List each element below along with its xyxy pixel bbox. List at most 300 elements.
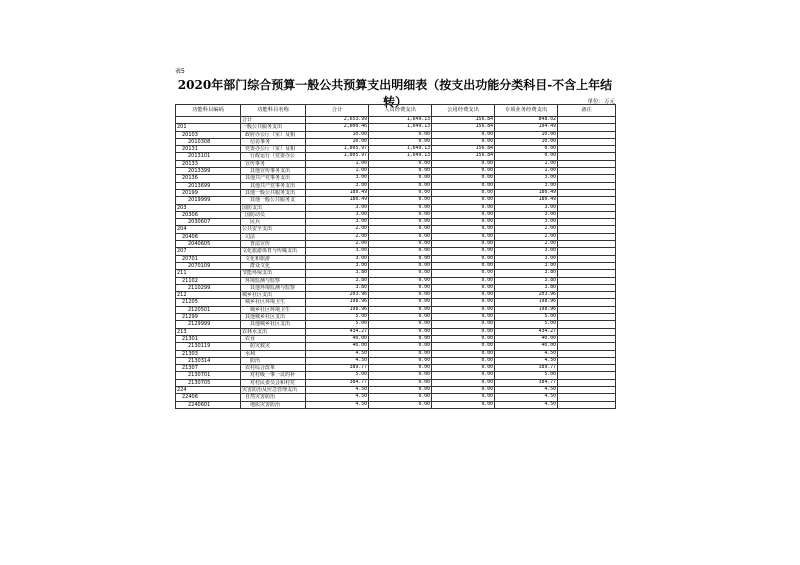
cell-code: 204	[176, 226, 241, 233]
cell-note	[558, 386, 616, 393]
cell-total: 1.00	[306, 168, 369, 175]
cell-note	[558, 153, 616, 160]
cell-note	[558, 277, 616, 284]
cell-total: 1.00	[306, 160, 369, 167]
cell-note	[558, 255, 616, 262]
cell-total: 2.00	[306, 226, 369, 233]
cell-code: 212	[176, 292, 241, 299]
cell-name: 普法宣传	[241, 241, 306, 248]
cell-note	[558, 117, 616, 124]
cell-code: 20701	[176, 255, 241, 262]
cell-name: 合计	[241, 117, 306, 124]
cell-code: 20131	[176, 146, 241, 153]
cell-code: 2013101	[176, 153, 241, 160]
cell-personnel: 0.00	[369, 350, 432, 357]
table-row	[176, 153, 616, 160]
table-row	[176, 197, 616, 204]
cell-personnel: 0.00	[369, 270, 432, 277]
column-header-special: 专项业务经费支出	[495, 105, 558, 117]
cell-personnel: 0.00	[369, 248, 432, 255]
cell-personnel: 0.00	[369, 226, 432, 233]
cell-note	[558, 262, 616, 269]
cell-name: 信访事务	[241, 138, 306, 145]
cell-note	[558, 270, 616, 277]
cell-special: 3.00	[495, 262, 558, 269]
cell-special: 2.00	[495, 241, 558, 248]
table-row	[176, 204, 616, 211]
cell-note	[558, 350, 616, 357]
cell-special: 384.77	[495, 379, 558, 386]
cell-special: 40.00	[495, 335, 558, 342]
table-row	[176, 219, 616, 226]
cell-name: 对村民委员会和村党	[241, 379, 306, 386]
cell-total: 40.00	[306, 335, 369, 342]
cell-note	[558, 175, 616, 182]
table-row	[176, 350, 616, 357]
cell-special: 194.49	[495, 124, 558, 131]
cell-note	[558, 197, 616, 204]
cell-public: 0.00	[432, 350, 495, 357]
cell-special: 3.00	[495, 255, 558, 262]
table-row	[176, 306, 616, 313]
cell-total: 384.77	[306, 379, 369, 386]
cell-public: 0.00	[432, 255, 495, 262]
cell-total: 5.00	[306, 321, 369, 328]
cell-total: 389.77	[306, 365, 369, 372]
cell-special: 3.80	[495, 284, 558, 291]
cell-public: 0.00	[432, 219, 495, 226]
cell-special: 3.00	[495, 219, 558, 226]
cell-note	[558, 365, 616, 372]
cell-public: 0.00	[432, 292, 495, 299]
cell-code: 2019999	[176, 197, 241, 204]
cell-total: 1,805.97	[306, 153, 369, 160]
cell-special: 203.96	[495, 292, 558, 299]
cell-personnel: 0.00	[369, 401, 432, 408]
cell-personnel: 0.00	[369, 292, 432, 299]
cell-name: 对村级一事一议的补	[241, 372, 306, 379]
table-row	[176, 146, 616, 153]
table-row	[176, 160, 616, 167]
cell-name: 水利	[241, 350, 306, 357]
column-header-public: 公用经费支出	[432, 105, 495, 117]
cell-total: 1,805.97	[306, 146, 369, 153]
cell-code: 21205	[176, 299, 241, 306]
cell-public: 0.00	[432, 372, 495, 379]
table-row	[176, 314, 616, 321]
cell-special: 1.00	[495, 168, 558, 175]
table-row	[176, 248, 616, 255]
cell-total: 4.50	[306, 394, 369, 401]
cell-personnel: 1,649.13	[369, 117, 432, 124]
cell-total: 3.00	[306, 175, 369, 182]
cell-personnel: 0.00	[369, 284, 432, 291]
cell-personnel: 0.00	[369, 197, 432, 204]
cell-name: 农村综合改革	[241, 365, 306, 372]
cell-name: 公共安全支出	[241, 226, 306, 233]
cell-personnel: 0.00	[369, 189, 432, 196]
cell-total: 203.96	[306, 292, 369, 299]
cell-total: 198.96	[306, 299, 369, 306]
cell-total: 3.80	[306, 277, 369, 284]
cell-name: 党委办公厅（室）及相	[241, 146, 306, 153]
cell-personnel: 0.00	[369, 262, 432, 269]
cell-name: 灾害防治及应急管理支出	[241, 386, 306, 393]
cell-public: 0.00	[432, 233, 495, 240]
table-row	[176, 386, 616, 393]
cell-name: 节能环保支出	[241, 270, 306, 277]
table-row	[176, 233, 616, 240]
cell-total: 4.50	[306, 386, 369, 393]
cell-code: 21303	[176, 350, 241, 357]
cell-total: 180.49	[306, 189, 369, 196]
table-row	[176, 299, 616, 306]
cell-public: 0.00	[432, 197, 495, 204]
cell-note	[558, 233, 616, 240]
cell-personnel: 0.00	[369, 386, 432, 393]
table-row	[176, 401, 616, 408]
cell-public: 0.00	[432, 204, 495, 211]
table-row	[176, 138, 616, 145]
table-row	[176, 379, 616, 386]
cell-personnel: 1,649.13	[369, 146, 432, 153]
cell-code: 211	[176, 270, 241, 277]
cell-code: 2129999	[176, 321, 241, 328]
column-header-code: 功能科目编码	[176, 105, 241, 117]
cell-total: 3.00	[306, 204, 369, 211]
cell-name: 国防动员	[241, 211, 306, 218]
cell-public: 156.84	[432, 124, 495, 131]
cell-personnel: 0.00	[369, 372, 432, 379]
table-row	[176, 262, 616, 269]
cell-note	[558, 160, 616, 167]
cell-code: 20136	[176, 175, 241, 182]
cell-special: 5.00	[495, 372, 558, 379]
table-row	[176, 357, 616, 364]
cell-special: 2.00	[495, 233, 558, 240]
cell-name: 其他一般公共服务支出	[241, 189, 306, 196]
cell-special: 434.27	[495, 328, 558, 335]
cell-code: 20103	[176, 131, 241, 138]
table-row	[176, 226, 616, 233]
cell-special: 180.49	[495, 189, 558, 196]
cell-name: 农林水支出	[241, 328, 306, 335]
cell-special: 3.00	[495, 182, 558, 189]
cell-note	[558, 241, 616, 248]
cell-code: 2040605	[176, 241, 241, 248]
cell-name: 其他宣传事务支出	[241, 168, 306, 175]
cell-special: 3.00	[495, 175, 558, 182]
cell-total: 5.00	[306, 314, 369, 321]
cell-total: 2,653.99	[306, 117, 369, 124]
cell-code: 20133	[176, 160, 241, 167]
cell-code: 2030607	[176, 219, 241, 226]
cell-note	[558, 124, 616, 131]
cell-note	[558, 314, 616, 321]
cell-public: 156.84	[432, 153, 495, 160]
cell-name: 政府办公厅（室）及相	[241, 131, 306, 138]
cell-note	[558, 219, 616, 226]
cell-note	[558, 335, 616, 342]
cell-code: 2240601	[176, 401, 241, 408]
cell-name: 城乡社区环境卫生	[241, 299, 306, 306]
cell-total: 2,000.46	[306, 124, 369, 131]
cell-public: 0.00	[432, 226, 495, 233]
cell-special: 5.00	[495, 314, 558, 321]
cell-note	[558, 226, 616, 233]
cell-code: 2120501	[176, 306, 241, 313]
cell-personnel: 0.00	[369, 335, 432, 342]
cell-personnel: 0.00	[369, 306, 432, 313]
cell-special: 848.02	[495, 117, 558, 124]
cell-note	[558, 204, 616, 211]
cell-name: 民兵	[241, 219, 306, 226]
cell-personnel: 0.00	[369, 343, 432, 350]
cell-note	[558, 328, 616, 335]
cell-note	[558, 306, 616, 313]
cell-personnel: 0.00	[369, 241, 432, 248]
cell-public: 0.00	[432, 314, 495, 321]
cell-public: 0.00	[432, 328, 495, 335]
cell-name: 群众文化	[241, 262, 306, 269]
table-row	[176, 131, 616, 138]
cell-public: 0.00	[432, 131, 495, 138]
cell-total: 198.96	[306, 306, 369, 313]
cell-special: 4.50	[495, 357, 558, 364]
cell-total: 5.00	[306, 372, 369, 379]
cell-name: 一般公共服务支出	[241, 124, 306, 131]
cell-code: 21307	[176, 365, 241, 372]
sheet-label: 表5	[175, 68, 185, 75]
cell-public: 0.00	[432, 262, 495, 269]
cell-name: 农业	[241, 335, 306, 342]
cell-public: 0.00	[432, 284, 495, 291]
cell-total: 4.50	[306, 350, 369, 357]
cell-total: 4.50	[306, 401, 369, 408]
table-row	[176, 284, 616, 291]
cell-public: 0.00	[432, 335, 495, 342]
cell-personnel: 0.00	[369, 321, 432, 328]
cell-total: 3.00	[306, 182, 369, 189]
cell-total: 10.00	[306, 131, 369, 138]
cell-personnel: 1,649.13	[369, 153, 432, 160]
cell-personnel: 0.00	[369, 394, 432, 401]
cell-code: 203	[176, 204, 241, 211]
cell-note	[558, 248, 616, 255]
cell-total: 3.80	[306, 270, 369, 277]
cell-name: 地质灾害防治	[241, 401, 306, 408]
cell-name: 城乡社区支出	[241, 292, 306, 299]
cell-code: 21301	[176, 335, 241, 342]
cell-total: 4.50	[306, 357, 369, 364]
cell-personnel: 0.00	[369, 233, 432, 240]
cell-public: 0.00	[432, 138, 495, 145]
cell-special: 2.00	[495, 226, 558, 233]
cell-note	[558, 131, 616, 138]
cell-public: 0.00	[432, 189, 495, 196]
cell-code: 2130701	[176, 372, 241, 379]
cell-public: 0.00	[432, 175, 495, 182]
cell-note	[558, 189, 616, 196]
cell-special: 4.50	[495, 350, 558, 357]
cell-note	[558, 182, 616, 189]
cell-name: 其他一般公共服务支	[241, 197, 306, 204]
table-row	[176, 182, 616, 189]
cell-total: 3.00	[306, 219, 369, 226]
cell-code: 21299	[176, 314, 241, 321]
cell-code: 207	[176, 248, 241, 255]
cell-special: 4.50	[495, 386, 558, 393]
cell-public: 0.00	[432, 321, 495, 328]
table-row	[176, 343, 616, 350]
cell-public: 0.00	[432, 160, 495, 167]
cell-note	[558, 284, 616, 291]
table-row	[176, 117, 616, 124]
cell-special: 10.00	[495, 131, 558, 138]
table-row	[176, 124, 616, 131]
table-row	[176, 277, 616, 284]
cell-personnel: 0.00	[369, 277, 432, 284]
cell-public: 0.00	[432, 343, 495, 350]
cell-public: 0.00	[432, 379, 495, 386]
cell-total: 10.00	[306, 138, 369, 145]
cell-special: 40.00	[495, 343, 558, 350]
table-row	[176, 189, 616, 196]
cell-note	[558, 379, 616, 386]
cell-personnel: 0.00	[369, 211, 432, 218]
cell-personnel: 0.00	[369, 357, 432, 364]
cell-special: 3.00	[495, 248, 558, 255]
cell-special: 4.50	[495, 401, 558, 408]
cell-note	[558, 211, 616, 218]
cell-personnel: 0.00	[369, 168, 432, 175]
cell-name: 其他共产党事务支出	[241, 175, 306, 182]
cell-code: 21102	[176, 277, 241, 284]
cell-code: 20306	[176, 211, 241, 218]
cell-total: 2.00	[306, 233, 369, 240]
column-header-name: 功能科目名称	[241, 105, 306, 117]
cell-personnel: 0.00	[369, 138, 432, 145]
cell-total: 434.27	[306, 328, 369, 335]
table-row	[176, 211, 616, 218]
cell-special: 389.77	[495, 365, 558, 372]
cell-name: 司法	[241, 233, 306, 240]
cell-name: 文化旅游体育与传媒支出	[241, 248, 306, 255]
cell-name: 城乡社区环境卫生	[241, 306, 306, 313]
cell-special: 0.00	[495, 146, 558, 153]
table-body	[176, 117, 616, 409]
cell-total: 3.00	[306, 262, 369, 269]
cell-note	[558, 401, 616, 408]
cell-name: 环境监测与监察	[241, 277, 306, 284]
cell-note	[558, 168, 616, 175]
cell-code: 2013399	[176, 168, 241, 175]
cell-total: 2.00	[306, 241, 369, 248]
cell-public: 156.84	[432, 146, 495, 153]
cell-total: 3.00	[306, 255, 369, 262]
cell-name: 国防支出	[241, 204, 306, 211]
cell-special: 3.80	[495, 270, 558, 277]
cell-name: 防汛	[241, 357, 306, 364]
cell-note	[558, 146, 616, 153]
cell-total: 180.49	[306, 197, 369, 204]
cell-public: 0.00	[432, 394, 495, 401]
cell-code: 20199	[176, 189, 241, 196]
cell-public: 0.00	[432, 182, 495, 189]
cell-personnel: 0.00	[369, 175, 432, 182]
cell-code: 2010308	[176, 138, 241, 145]
cell-public: 0.00	[432, 401, 495, 408]
cell-code: 2070109	[176, 262, 241, 269]
cell-code: 2110299	[176, 284, 241, 291]
cell-note	[558, 394, 616, 401]
cell-name: 宣传事务	[241, 160, 306, 167]
cell-special: 198.96	[495, 306, 558, 313]
cell-note	[558, 292, 616, 299]
table-row	[176, 321, 616, 328]
cell-personnel: 1,649.13	[369, 124, 432, 131]
cell-personnel: 0.00	[369, 131, 432, 138]
cell-personnel: 0.00	[369, 255, 432, 262]
cell-note	[558, 343, 616, 350]
cell-special: 180.49	[495, 197, 558, 204]
cell-code: 22406	[176, 394, 241, 401]
page-title: 2020年部门综合预算一般公共预算支出明细表（按支出功能分类科目-不含上年结转）	[177, 78, 613, 109]
cell-name: 其他城乡社区支出	[241, 321, 306, 328]
cell-public: 0.00	[432, 386, 495, 393]
cell-special: 1.00	[495, 160, 558, 167]
cell-personnel: 0.00	[369, 182, 432, 189]
cell-total: 3.00	[306, 211, 369, 218]
cell-note	[558, 138, 616, 145]
cell-special: 3.80	[495, 277, 558, 284]
cell-code: 2130314	[176, 357, 241, 364]
table-row	[176, 168, 616, 175]
cell-public: 156.84	[432, 117, 495, 124]
cell-name: 文化和旅游	[241, 255, 306, 262]
cell-public: 0.00	[432, 365, 495, 372]
table-row	[176, 365, 616, 372]
table-row	[176, 175, 616, 182]
cell-note	[558, 372, 616, 379]
cell-code	[176, 117, 241, 124]
cell-note	[558, 357, 616, 364]
cell-personnel: 0.00	[369, 365, 432, 372]
cell-special: 4.50	[495, 394, 558, 401]
cell-special: 3.00	[495, 204, 558, 211]
cell-note	[558, 299, 616, 306]
column-header-note: 备注	[558, 105, 616, 117]
table-row	[176, 270, 616, 277]
cell-public: 0.00	[432, 241, 495, 248]
cell-note	[558, 321, 616, 328]
cell-public: 0.00	[432, 211, 495, 218]
cell-name: 行政运行（党委办公	[241, 153, 306, 160]
cell-name: 自然灾害防治	[241, 394, 306, 401]
table-row	[176, 241, 616, 248]
cell-personnel: 0.00	[369, 379, 432, 386]
cell-special: 3.00	[495, 211, 558, 218]
cell-personnel: 0.00	[369, 328, 432, 335]
cell-special: 10.00	[495, 138, 558, 145]
cell-public: 0.00	[432, 357, 495, 364]
column-header-total: 合计	[306, 105, 369, 117]
cell-code: 2130705	[176, 379, 241, 386]
cell-special: 0.00	[495, 153, 558, 160]
cell-total: 40.00	[306, 343, 369, 350]
table-row	[176, 292, 616, 299]
cell-name: 其他环境监测与监察	[241, 284, 306, 291]
